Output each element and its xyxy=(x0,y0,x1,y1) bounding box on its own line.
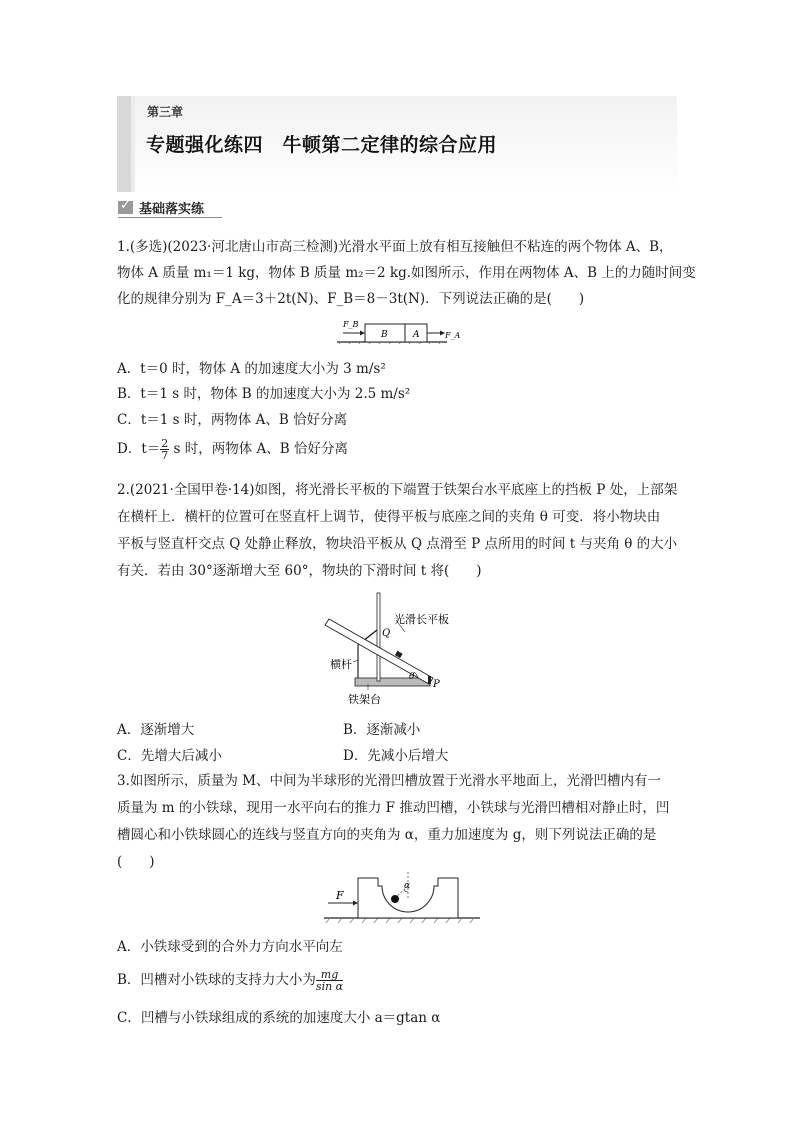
q3-line-3: 槽圆心和小铁球圆心的连线与竖直方向的夹角为 α，重力加速度为 g，则下列说法正确的是 xyxy=(117,827,657,843)
q1-option-d-denominator: 7 xyxy=(161,449,169,462)
q3-option-b-denominator: sin α xyxy=(315,980,344,993)
page-title: 专题强化练四 牛顿第二定律的综合应用 xyxy=(146,134,498,156)
q2-option-a: A．逐渐增大 xyxy=(117,722,195,738)
q1-option-d-numerator: 2 xyxy=(161,437,169,450)
q1-line-1: 1.(多选)(2023·河北唐山市高三检测)光滑水平面上放有相互接触但不粘连的两个物体 A、B， xyxy=(117,239,673,255)
banner-accent-bar-inner xyxy=(131,96,135,192)
q1-option-b: B．t＝1 s 时，物体 B 的加速度大小为 2.5 m/s² xyxy=(117,386,411,402)
q2-line-4: 有关．若由 30°逐渐增大至 60°，物块的下滑时间 t 将( ) xyxy=(117,563,482,579)
q2-fig-bar-label: 横杆 xyxy=(330,658,352,671)
q2-option-c: C．先增大后减小 xyxy=(117,748,222,764)
q3-option-a: A．小铁球受到的合外力方向水平向左 xyxy=(117,939,343,955)
banner-accent-bar xyxy=(117,96,131,192)
q3-groove-figure xyxy=(322,868,482,924)
chapter-label: 第三章 xyxy=(147,105,184,119)
section-header xyxy=(118,198,204,217)
q2-line-3: 平板与竖直杆交点 Q 处静止释放，物块沿平板从 Q 点滑至 P 点所用的时间 t 与夹角 θ 的大小 xyxy=(117,536,678,552)
q1-fig-fa-label: F_A xyxy=(445,331,461,340)
checkmark-icon xyxy=(118,201,133,214)
q2-fig-q-label: Q xyxy=(382,628,391,639)
q3-line-4: ( ) xyxy=(117,854,155,870)
q1-option-d xyxy=(117,437,348,461)
q3-option-b-prefix: B．凹槽对小铁球的支持力大小为 xyxy=(117,972,316,988)
q2-option-d: D．先减小后增大 xyxy=(343,748,449,764)
q3-line-1: 3.如图所示，质量为 M、中间为半球形的光滑凹槽放置于光滑水平地面上，光滑凹槽内有一 xyxy=(117,773,661,789)
q1-fig-a-label: A xyxy=(413,330,420,340)
q2-line-1: 2.(2021·全国甲卷·14)如图，将光滑长平板的下端置于铁架台水平底座上的挡板 P 处，上部架 xyxy=(117,482,678,498)
q2-fig-theta-label: θ xyxy=(409,672,415,682)
q1-line-2: 物体 A 质量 m₁＝1 kg，物体 B 质量 m₂＝2 kg.如图所示，作用在两物体 A、B 上的力随时间变 xyxy=(117,265,696,281)
q1-fig-b-label: B xyxy=(381,330,388,340)
q3-option-b xyxy=(117,968,343,992)
q1-option-d-suffix: s 时，两物体 A、B 恰好分离 xyxy=(169,441,349,457)
q2-fig-p-label: P xyxy=(433,679,440,690)
q3-fig-alpha-label: α xyxy=(404,881,411,891)
q2-option-b: B．逐渐减小 xyxy=(343,722,421,738)
q2-fig-stand-label: 铁架台 xyxy=(348,693,381,706)
q3-option-b-fraction xyxy=(316,969,343,992)
q1-option-c: C．t＝1 s 时，两物体 A、B 恰好分离 xyxy=(117,412,348,428)
q3-fig-f-label: F xyxy=(336,889,344,902)
q1-line-3: 化的规律分别为 F_A＝3＋2t(N)、F_B＝8－3t(N)．下列说法正确的是( ) xyxy=(117,291,585,307)
q3-option-b-numerator: mg xyxy=(316,969,343,981)
q2-fig-board-label: 光滑长平板 xyxy=(394,613,449,626)
q1-fig-fb-label: F_B xyxy=(343,320,359,329)
q3-line-2: 质量为 m 的小铁球，现用一水平向右的推力 F 推动凹槽，小铁球与光滑凹槽相对静止时，凹 xyxy=(117,800,670,816)
q3-option-c: C．凹槽与小铁球组成的系统的加速度大小 a＝gtan α xyxy=(117,1010,441,1026)
q2-incline-figure xyxy=(310,590,470,710)
section-underline xyxy=(118,217,222,218)
q2-line-2: 在横杆上．横杆的位置可在竖直杆上调节，使得平板与底座之间的夹角 θ 可变．将小物块由 xyxy=(117,509,661,525)
q1-option-d-prefix: D．t＝ xyxy=(117,441,161,457)
q1-option-d-fraction xyxy=(160,438,169,461)
q1-option-a: A．t＝0 时，物体 A 的加速度大小为 3 m/s² xyxy=(117,361,386,377)
section-label: 基础落实练 xyxy=(139,202,205,217)
q1-blocks-figure xyxy=(335,316,465,344)
